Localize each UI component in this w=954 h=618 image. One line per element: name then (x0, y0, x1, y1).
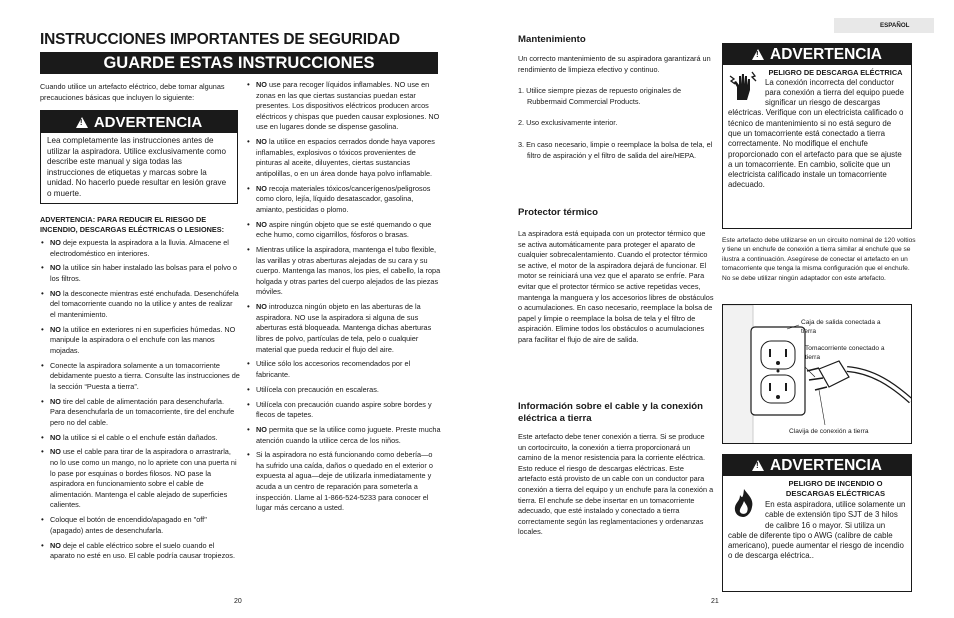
bullet-no-label: NO (50, 324, 61, 334)
bullet-text: la utilice en espacios cerrados donde haya vapores inflamables, explosivos o tóxicos provenientes de pinturas al aceite, diluyentes, ciertas sustancias antipolillas, o en un área donde haya polvo inflamable. (256, 137, 435, 178)
save-instructions-banner: GUARDE ESTAS INSTRUCCIONES (40, 52, 438, 74)
warning-box-electric-shock (722, 43, 912, 229)
safety-bullet (246, 302, 442, 355)
thermal-protector-body: La aspiradora está equipada con un protector térmico que se activa automáticamente para proteger el aparato de cualquier sobrecalentamiento. Cuando el protector térmico se active, el motor de la aspiradora dejará de funcionar. El motor se reiniciará una vez que el aparato se enfríe. Para evitar que el protector térmico se active repetidas veces, mantenga la manguera y los accesorios libres de obstáculos o acumulaciones. En caso necesario, reemplace la bolsa de papel y limpie o reemplace la bolsa de tela y el filtro de aspiración. Elimine todos los obstáculos o acumulaciones para facilitar el flujo de aire de salida. (518, 229, 714, 344)
cable-info-body: Este artefacto debe tener conexión a tierra. Si se produce un cortocircuito, la conexión a tierra proporcionará un camino de la menor resistencia para la corriente eléctrica. Esto reduce el riesgo de descargas eléctricas. Este artefacto está provisto de un cable con un conductor para conexión a tierra del equipo y un enchufe para la conexión a tierra. El enchufe se debe insertar en un tomacorriente adecuado, que esté instalado y conectado a tierra correctamente según las reglamentaciones y ordenanzas locales. (518, 432, 714, 537)
safety-bullet (246, 137, 442, 179)
bullet-no-label: NO (50, 238, 61, 247)
safety-bullet (40, 238, 240, 259)
safety-bullet (40, 515, 240, 536)
bullet-no-label: NO (50, 540, 61, 550)
warning-triangle-icon (752, 49, 764, 60)
bullet-text: introduzca ningún objeto en las aberturas de la aspiradora. NO use la aspiradora si alguna de sus aberturas está bloqueada. Mantenga dichas aberturas libres de polvo, partículas de tela, pelo o cualquier material que pueda reducir el flujo del aire. (256, 302, 432, 354)
bullet-no-label: NO (256, 183, 267, 193)
page-number-right: 21 (711, 598, 719, 605)
bullet-text: Conecte la aspiradora solamente a un tomacorriente debidamente puesto a tierra. Consulte las instrucciones de la sección “Puesta a tierra”. (50, 360, 240, 391)
bullet-no-label: NO (50, 288, 61, 298)
cable-info-title: Información sobre el cable y la conexión eléctrica a tierra (518, 401, 704, 424)
warning-box-fire-shock (722, 454, 912, 592)
warning-subtitle: PELIGRO DE DESCARGA ELÉCTRICA (768, 68, 903, 77)
warning-header (723, 44, 911, 65)
language-tab: ESPAÑOL (834, 18, 934, 33)
bullet-no-label: NO (256, 219, 267, 229)
grounded-outlet-illustration (722, 304, 912, 444)
warning-text: En esta aspiradora, utilice solamente un cable de extensión tipo SJT de 3 hilos de calibre 16 o mayor. Si utiliza un cable de diferente tipo o AWG (calibre de cable americano), puede aumentar el riesgo de incendio o de descarga eléctrica.. (728, 500, 906, 561)
figure-label-outlet-box: Caja de salida conectada a tierra (801, 319, 881, 335)
bullet-no-label: NO (256, 302, 267, 312)
intro-text: Cuando utilice un artefacto eléctrico, debe tomar algunas precauciones básicas que incluyen lo siguiente: (40, 82, 225, 102)
bullet-text: Coloque el botón de encendido/apagado en "off" (apagado) antes de desenchufarla. (50, 515, 207, 535)
warning-box-read-instructions (40, 110, 238, 204)
safety-bullet (246, 245, 442, 298)
grounding-text: Este artefacto debe utilizarse en un circuito nominal de 120 voltios y tiene un enchufe de conexión a tierra similar al enchufe que se ilustra a continuación. Asegúrese de conectar el artefacto en un tomacorriente que tenga la misma configuración que el enchufe. No se debe utilizar ningún adaptador con este artefacto. (722, 237, 916, 282)
safety-bullet (40, 325, 240, 357)
bullet-no-label: NO (50, 263, 61, 273)
safety-bullet (40, 433, 240, 444)
page-number-left: 20 (234, 598, 242, 605)
electric-shock-hand-icon (728, 70, 760, 102)
warning-header (723, 455, 911, 476)
warning-triangle-icon (76, 117, 88, 128)
maintenance-title: Mantenimiento (518, 34, 586, 45)
safety-bullet (246, 450, 442, 514)
bullet-text: Si la aspiradora no está funcionando como debería—o ha sufrido una caída, daños o quedado en el exterior o expuesta al agua—deje de utilizarla inmediatamente y acuda a un centro de reparación para someterla a inspección. Llame al 1-866-524-5233 para conocer el lugar más cercano a usted. (256, 450, 433, 513)
safety-bullet (40, 397, 240, 429)
bullet-text: recoja materiales tóxicos/cancerígenos/peligrosos como cloro, lejía, líquido desatascador, gasolina, amianto, pesticidas o plomo. (256, 183, 431, 214)
bullet-no-label: NO (256, 80, 267, 89)
warning-title: ADVERTENCIA (770, 45, 882, 63)
bullet-text: aspire ningún objeto que se esté quemando o que eche humo, como cigarrillos, fósforos o brasas. (256, 219, 432, 240)
bullet-text: la utilice si el cable o el enchufe están dañados. (60, 432, 218, 442)
bullet-text: Utilice sólo los accesorios recomendados por el fabricante. (256, 359, 411, 379)
figure-label-ground-pin: Clavija de conexión a tierra (789, 428, 869, 435)
maintenance-item: 1. Utilice siempre piezas de repuesto originales de Rubbermaid Commercial Products. (518, 86, 682, 106)
thermal-protector-title: Protector térmico (518, 207, 598, 218)
bullet-text: la desconecte mientras esté enchufada. Desenchúfela del tomacorriente cuando no la utilice y antes de realizar el mantenimiento. (50, 288, 239, 319)
maintenance-intro: Un correcto mantenimiento de su aspiradora garantizará un rendimiento de limpieza efectivo y continuo. (518, 54, 711, 74)
warning-subtitle: PELIGRO DE INCENDIO O DESCARGAS ELÉCTRICAS (785, 479, 886, 498)
risk-heading: ADVERTENCIA: PARA REDUCIR EL RIESGO DE INCENDIO, DESCARGAS ELÉCTRICAS O LESIONES: (40, 215, 225, 234)
safety-bullet (40, 263, 240, 284)
bullet-text: Utilícela con precaución cuando aspire sobre bordes y flecos de tapetes. (256, 399, 432, 420)
safety-bullet (40, 289, 240, 321)
bullet-no-label: NO (50, 396, 61, 406)
bullet-text: use para recoger líquidos inflamables. NO use en zonas en las que ciertas sustancias puedan estar presentes. Los dispositivos eléctricos producen arcos eléctricos y chispas que pueden causar explosiones. NO use en lugares donde se dispense gasolina. (256, 80, 440, 132)
maintenance-item: 3. En caso necesario, limpie o reemplace la bolsa de tela, el filtro de aspiración y el filtro de salida del aire/HEPA. (518, 139, 713, 160)
safety-bullet (40, 447, 240, 511)
maintenance-item: 2. Uso exclusivamente interior. (518, 118, 618, 128)
safety-bullet (246, 425, 442, 446)
figure-label-outlet: Tomacorriente conectado a tierra (805, 345, 885, 361)
bullet-text: Mientras utilice la aspiradora, mantenga el tubo flexible, las varillas y otras aberturas alejadas de su cara y su cuerpo. Mantenga las manos, los pies, el cabello, la ropa holgada y otras partes del cuerpo alejados de las piezas móviles. (256, 245, 441, 297)
warning-title: ADVERTENCIA (770, 456, 882, 474)
bullet-no-label: NO (50, 432, 61, 442)
warning-title: ADVERTENCIA (93, 113, 203, 131)
safety-bullet (40, 541, 240, 562)
warning-text: La conexión incorrecta del conductor para conexión a tierra del equipo puede significar un riesgo de descargas eléctricas. Verifique con un electricista calificado o técnico de mantenimiento si no está seguro de que un tomacorriente está conectado a tierra correctamente. No modifique el enchufe proporcionado con el artefacto para que se ajuste a un tomacorriente. En cambio, solicite que un electricista calificado instale un tomacorriente adecuado. (728, 77, 905, 190)
maintenance-body (518, 54, 714, 161)
bullet-no-label: NO (256, 424, 267, 434)
bullet-no-label: NO (50, 447, 61, 457)
warning-header (41, 111, 237, 133)
bullet-text: la utilice en exteriores ni en superficies húmedas. NO manipule la aspiradora o el enchufe con las manos mojadas. (50, 324, 236, 355)
bullet-text: tire del cable de alimentación para desenchufarla. Para desenchufarla de un tomacorriente, tire del enchufe pero no del cable. (50, 396, 235, 427)
safety-list-left (40, 215, 240, 566)
warning-text: Lea completamente las instrucciones antes de utilizar la aspiradora. Utilice exclusivamente como describe este manual y siga todas las instrucciones de etiquetas y marcas sobre la unidad. No hacerlo puede resultar en lesión grave o muerte. (47, 136, 227, 198)
bullet-text: deje el cable eléctrico sobre el suelo cuando el aparato no esté en uso. El cable podría causar tropiezos. (50, 540, 235, 561)
safety-bullet (246, 400, 442, 421)
safety-bullet (246, 184, 442, 216)
bullet-no-label: NO (256, 137, 267, 147)
bullet-text: la utilice sin haber instalado las bolsas para el polvo o los filtros. (50, 263, 237, 283)
safety-bullet (246, 220, 442, 241)
safety-bullet (246, 80, 442, 133)
safety-bullet (40, 361, 240, 393)
safety-bullet (246, 359, 442, 380)
fire-icon (728, 487, 760, 519)
bullet-text: Utilícela con precaución en escaleras. (256, 384, 379, 394)
warning-triangle-icon (752, 460, 764, 471)
safety-bullet (246, 385, 442, 396)
safety-list-middle (246, 80, 442, 518)
bullet-text: permita que se la utilice como juguete. Preste mucha atención cuando la utilice cerca de los niños. (256, 424, 441, 445)
page-title: INSTRUCCIONES IMPORTANTES DE SEGURIDAD (40, 31, 400, 48)
bullet-text: deje expuesta la aspiradora a la lluvia. Almacene el electrodoméstico en interiores. (50, 238, 229, 258)
bullet-text: use el cable para tirar de la aspiradora o arrastrarla, no lo use como un mango, no lo apriete con una puerta ni lo pase por esquinas o bordes filosos. NO pase la aspiradora en funcionamiento sobre el cable de alimentación. Mantenga el cable alejado de superficies calientes. (50, 447, 237, 510)
